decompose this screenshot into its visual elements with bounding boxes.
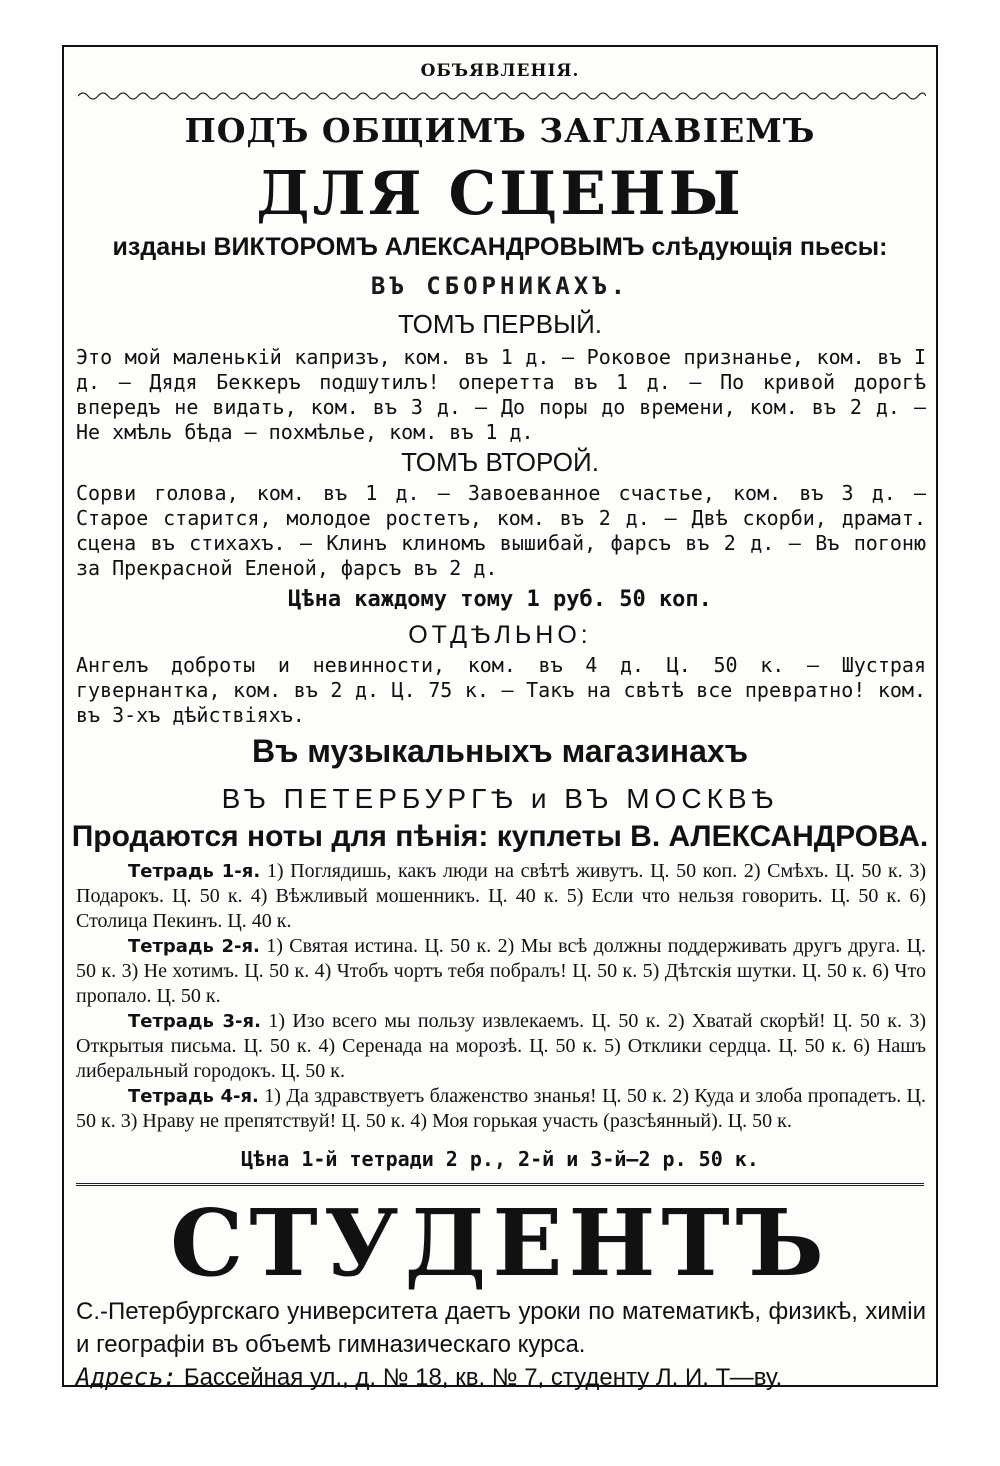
page-header: ОБЪЯВЛЕНІЯ. [420,61,580,81]
address-text: Бассейная ул., д. № 18, кв. № 7, студенту Л. И. Т—ву. [183,1364,783,1391]
notebook-text: 1) Поглядишь, какъ люди на свѣтѣ живутъ. Ц. 50 коп. 2) Смѣхъ. Ц. 50 к. 3) Подарокъ. Ц. 50 к. 4) Вѣжливый мошенникъ. Ц. 40 к. 5) Если что нельзя говорить. Ц. 50 к. 6) Столица Пекинъ. Ц. 40 к. [76,860,926,932]
notebook-text: 1) Изо всего мы пользу извлекаемъ. Ц. 50 к. 2) Хватай скорѣй! Ц. 50 к. 3) Открытыя письма. Ц. 50 к. 4) Серенада на морозѣ. Ц. 50 к. 5) Отклики сердца. Ц. 50 к. 6) Нашъ либеральный городокъ. Ц. 50 к. [76,1010,926,1082]
notebook-item [76,934,926,1009]
notebook-text: 1) Святая истина. Ц. 50 к. 2) Мы всѣ должны поддерживать другъ друга. Ц. 50 к. 3) Не хотимъ. Ц. 50 к. 4) Чтобъ чортъ тебя побралъ! Ц. 50 к. 5) Дѣтскія шутки. Ц. 50 к. 6) Что пропало. Ц. 50 к. [76,935,927,1007]
notebook-label: Тетрадь 4-я. [128,1086,259,1107]
section-divider [76,1183,924,1186]
notebook-text: 1) Да здравствуетъ блаженство знанья! Ц. 50 к. 2) Куда и злоба пропадетъ. Ц. 50 к. 3) Нраву не препятствуй! Ц. 50 к. 4) Моя горькая участь (разсѣянный). Ц. 50 к. [76,1085,927,1132]
notebook-item [76,1009,926,1084]
music-line-2: ВЪ ПЕТЕРБУРГѢ и ВЪ МОСКВѢ [221,783,779,814]
separately-title: ОТДѢЛЬНО: [408,621,592,649]
notebook-label: Тетрадь 2-я. [128,936,260,957]
notebook-item [76,1084,926,1134]
title-line-4: ВЪ СБОРНИКАХЪ. [370,272,630,300]
separately-text: Ангелъ доброты и невинности, ком. въ 4 д. Ц. 50 к. — Шустрая гувернантка, ком. въ 2 д. Ц. 75 к. — Такъ на свѣтѣ все превратно! ком. въ 3-хъ дѣйствіяхъ. [76,653,926,727]
volume-2-text: Сорви голова, ком. въ 1 д. — Завоеванное счастье, ком. въ 3 д. — Старое старится, молодое ростетъ, ком. въ 2 д. — Двѣ скорби, драмат. сцена въ стихахъ. — Клинъ клиномъ вышибай, фарсъ въ 2 д. — Въ погоню за Прекрасной Еленой, фарсъ въ 2 д. [76,481,926,580]
title-line-1: ПОДЪ ОБЩИМЪ ЗАГЛАВІЕМЪ [184,111,816,150]
advertisement-page [62,45,938,1391]
notebook-label: Тетрадь 1-я. [128,861,261,882]
volume-1-text: Это мой маленькій капризъ, ком. въ 1 д. — Роковое признанье, ком. въ I д. — Дядя Беккеръ подшутилъ! оперетта въ 1 д. — По кривой дорогѣ впередъ не видать, ком. въ 3 д. — До поры до времени, ком. въ 2 д. — Не хмѣль бѣда — похмѣлье, ком. въ 1 д. [76,345,926,444]
price-notebooks: Цѣна 1-й тетради 2 р., 2-й и 3-й—2 р. 50 к. [241,1147,759,1171]
notebooks-list [76,859,926,1134]
music-line-1: Въ музыкальныхъ магазинахъ [251,733,749,769]
title-line-2: ДЛЯ СЦЕНЫ [256,159,744,229]
volume-1-title: ТОМЪ ПЕРВЫЙ. [397,309,603,339]
notebook-item [76,859,926,934]
address-label: Адресъ: [76,1363,178,1391]
music-line-3: Продаются ноты для пѣнія: куплеты В. АЛЕКСАНДРОВА. [71,820,929,853]
student-title: СТУДЕНТЪ [170,1189,830,1297]
title-line-3: изданы ВИКТОРОМЪ АЛЕКСАНДРОВЫМЪ слѣдующія пьесы: [112,233,888,261]
volume-2-title: ТОМЪ ВТОРОЙ. [401,447,599,477]
notebook-label: Тетрадь 3-я. [128,1011,261,1032]
price-volumes: Цѣна каждому тому 1 руб. 50 коп. [288,587,712,612]
student-text-block [76,1295,926,1394]
wavy-divider [78,89,926,103]
student-text: С.-Петербургскаго университета даетъ уроки по математикѣ, физикѣ, химіи и географіи въ объемѣ гимназическаго курса. [76,1298,926,1358]
